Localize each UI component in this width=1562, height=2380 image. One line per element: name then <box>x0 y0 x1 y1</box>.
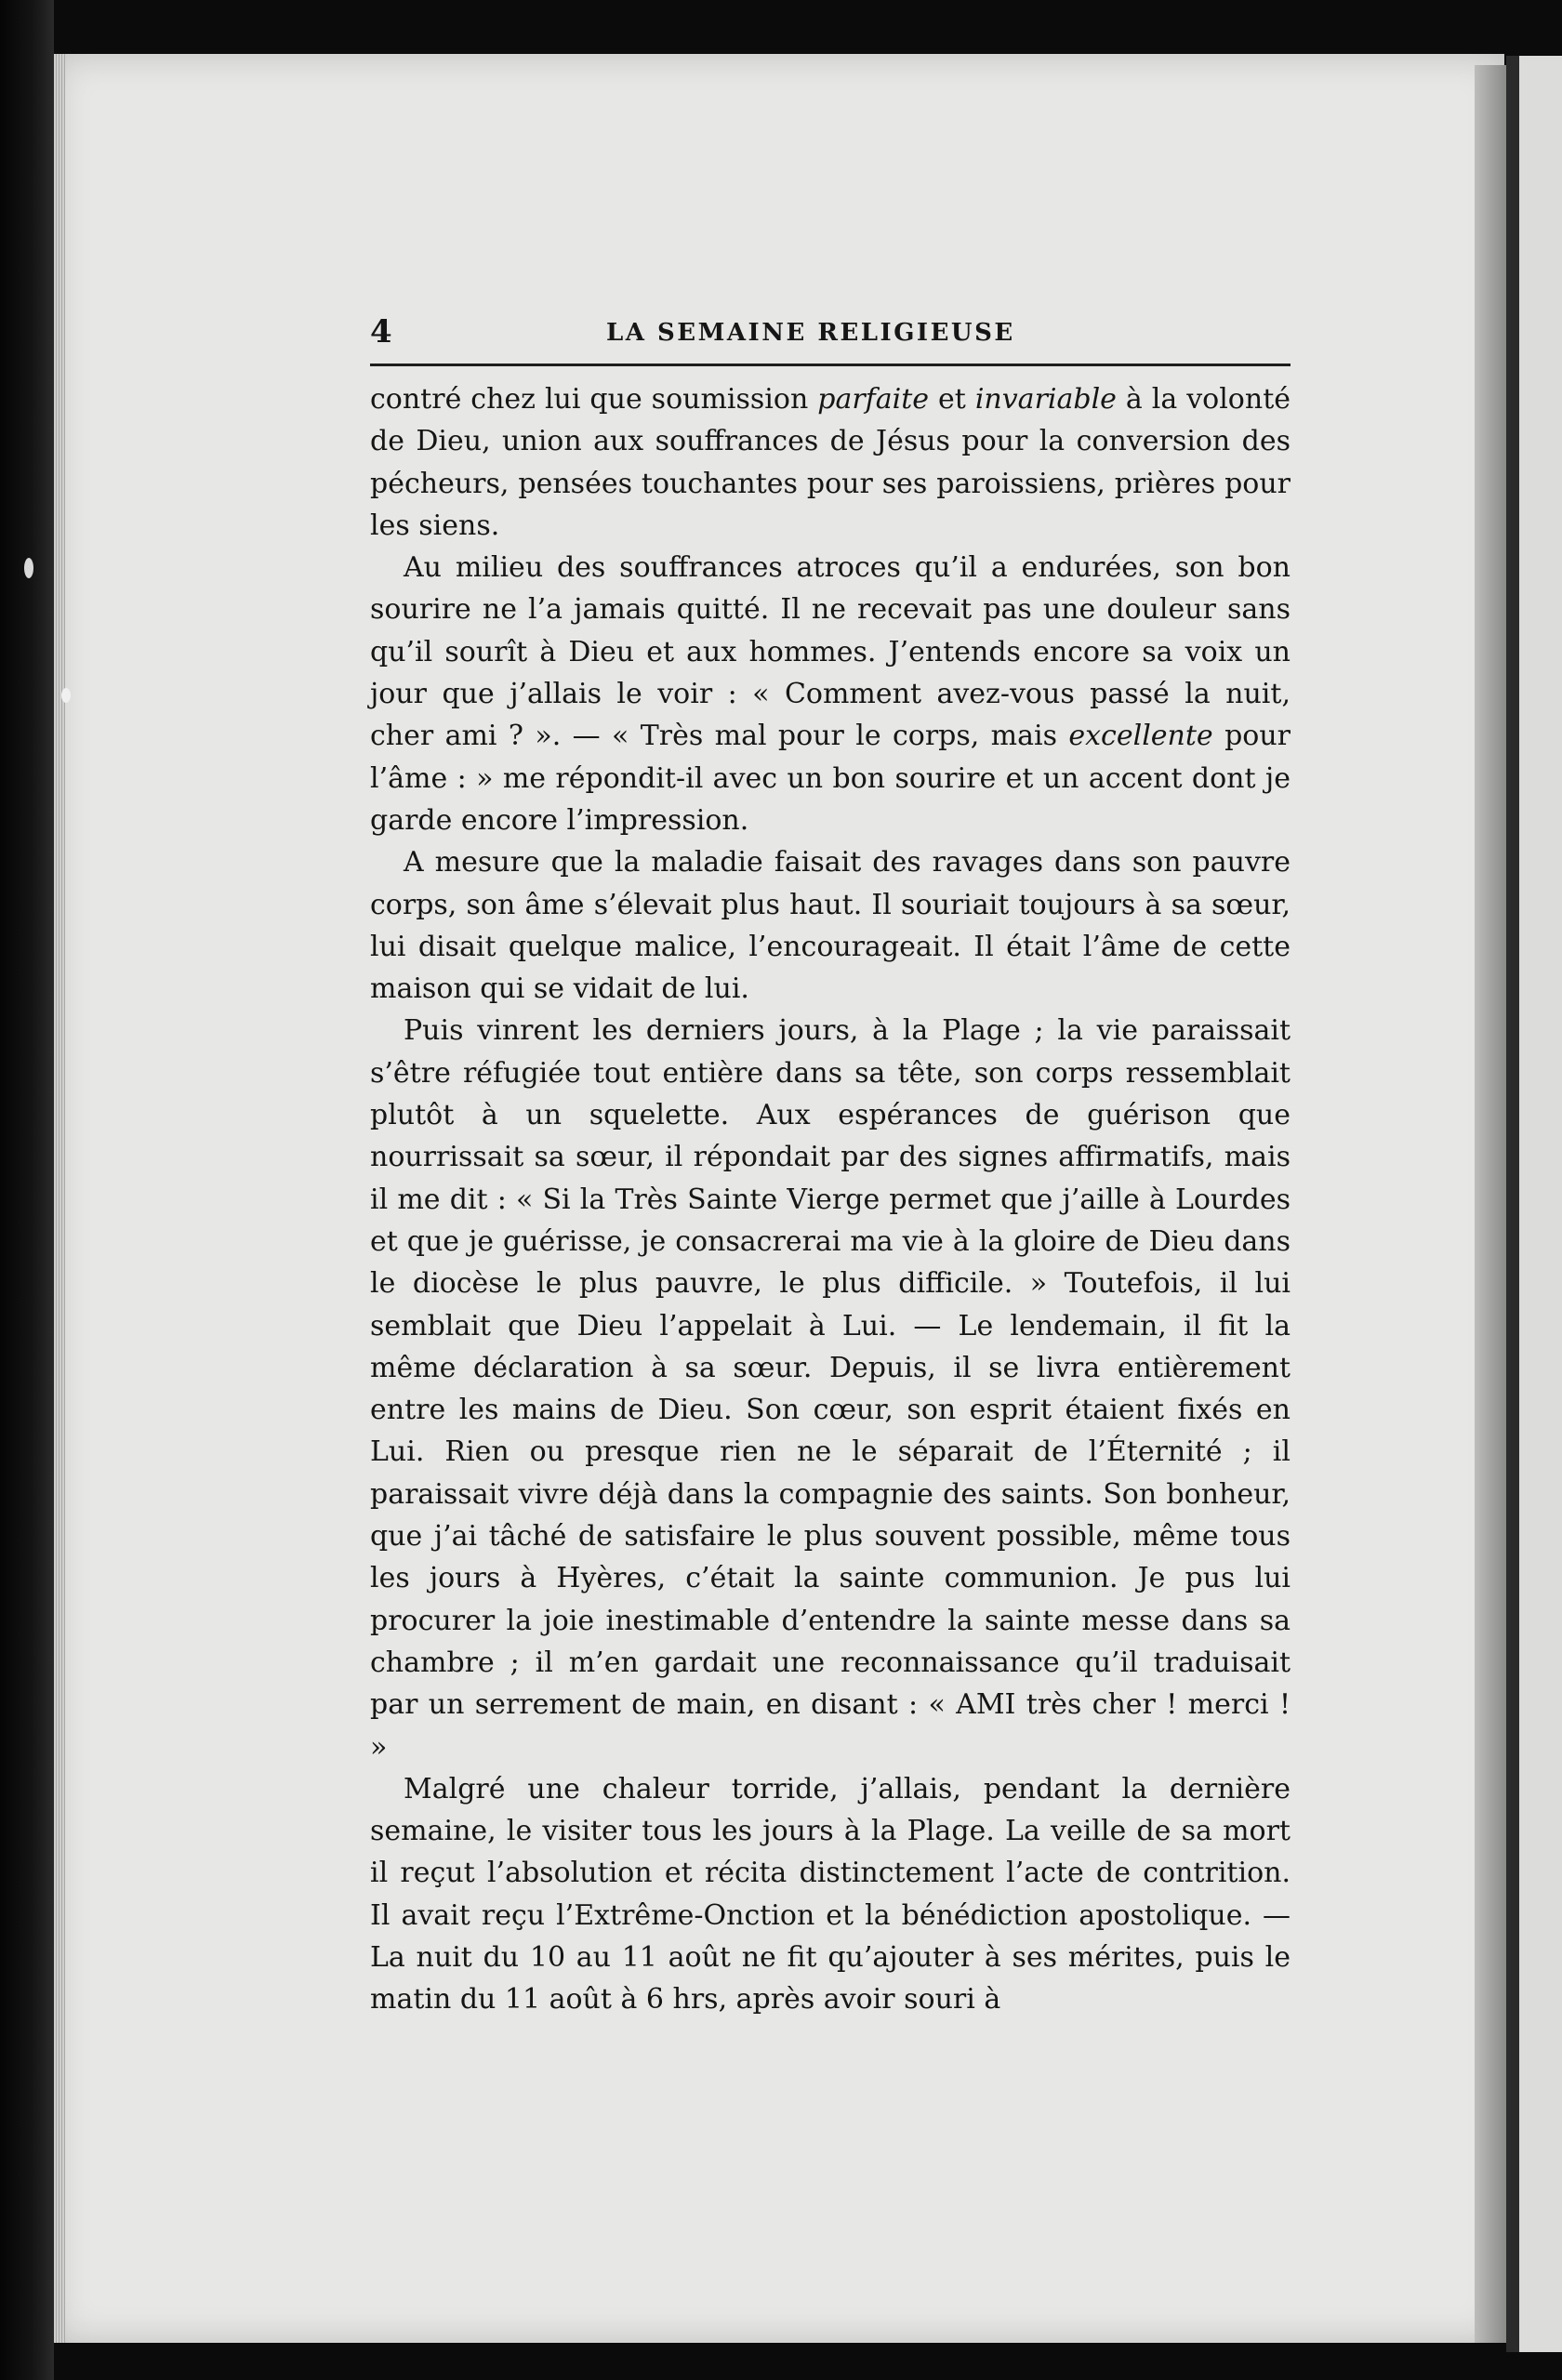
header-rule <box>370 364 1291 366</box>
italic-parfaite: parfaite <box>817 383 930 416</box>
paragraph-1-text: contré chez lui que soumission <box>370 383 818 416</box>
binding-strip <box>1506 56 1519 2352</box>
paragraph-5-text: Malgré une chaleur torride, j’allais, pendant la dernière semaine, le visiter tous les jours à la Plage. La veille de sa mort il reçut l’absolution et récita distinctement l’acte de contrition. Il avait reçu l’Extrême-Onction et la bénédiction apostolique. — La nuit du 10 au 11 août ne fit qu’ajouter à ses mérites, puis le matin du 11 août à 6 hrs, après avoir souri à <box>370 1772 1291 2016</box>
paragraph-1-text: et <box>929 383 975 416</box>
page-stack-edge <box>54 54 65 2343</box>
paragraph-1-text: à la volonté de Dieu, union aux souffrances de Jésus pour la conversion des pécheurs, pensées touchantes pour ses paroissiens, prières pour les siens. <box>370 383 1291 542</box>
scan-border-left <box>0 0 54 2380</box>
paragraph-2-text: Au milieu des souffrances atroces qu’il a endurées, son bon sourire ne l’a jamais quitté. Il ne recevait pas une douleur sans qu’il sourît à Dieu et aux hommes. J’entends encore sa voix un jour que j’allais le voir : « Comment avez-vous passé la nuit, cher ami ? ». — « Très mal pour le corps, mais <box>370 551 1291 753</box>
paragraph-4-text: Puis vinrent les derniers jours, à la Plage ; la vie paraissait s’être réfugiée tout entière dans sa tête, son corps ressemblait plutôt à un squelette. Aux espérances de guérison que nourrissait sa sœur, il répondait par des signes affirmatifs, mais il me dit : « Si la Très Sainte Vierge permet que j’aille à Lourdes et que je guérisse, je consacrerai ma vie à la gloire de Dieu dans le diocèse le plus pauvre, le plus difficile. » Toutefois, il lui semblait que Dieu l’appelait à Lui. — Le lendemain, il fit la même déclaration à sa sœur. Depuis, il se livra entièrement entre les mains de Dieu. Son cœur, son esprit étaient fixés en Lui. Rien ou presque rien ne le séparait de l’Éternité ; il paraissait vivre déjà dans la compagnie des saints. Son bonheur, que j’ai tâché de satisfaire le plus souvent possible, même tous les jours à Hyères, c’était la sainte communion. Je pus lui procurer la joie inestimable d’entendre la sainte messe dans sa chambre ; il m’en gardait une reconnaissance qu’il traduisait par un serrement de main, en disant : « AMI très cher ! merci ! » <box>370 1014 1291 1764</box>
running-title: LA SEMAINE RELIGIEUSE <box>606 319 1015 347</box>
dust-speck <box>61 688 71 703</box>
page-gutter-shadow <box>1475 65 1506 2343</box>
page-number: 4 <box>370 313 392 350</box>
paragraph-5 <box>370 1768 1291 2021</box>
paragraph-2-text: pour l’âme : » me répondit-il avec un bon sourire et un accent dont je garde encore l’impression. <box>370 720 1291 837</box>
paragraph-3-text: A mesure que la maladie faisait des ravages dans son pauvre corps, son âme s’élevait plus haut. Il souriait toujours à sa sœur, lui disait quelque malice, l’encourageait. Il était l’âme de cette maison qui se vidait de lui. <box>370 846 1291 1006</box>
dust-speck <box>24 558 33 578</box>
adjacent-page-edge <box>1519 56 1562 2352</box>
italic-excellente: excellente <box>1068 720 1213 753</box>
paragraph-4 <box>370 1010 1291 1767</box>
italic-invariable: invariable <box>974 383 1117 416</box>
paragraph-3 <box>370 841 1291 1010</box>
paragraph-2 <box>370 547 1291 841</box>
running-header <box>370 313 1291 356</box>
body-text <box>370 378 1291 2021</box>
paragraph-1 <box>370 378 1291 547</box>
